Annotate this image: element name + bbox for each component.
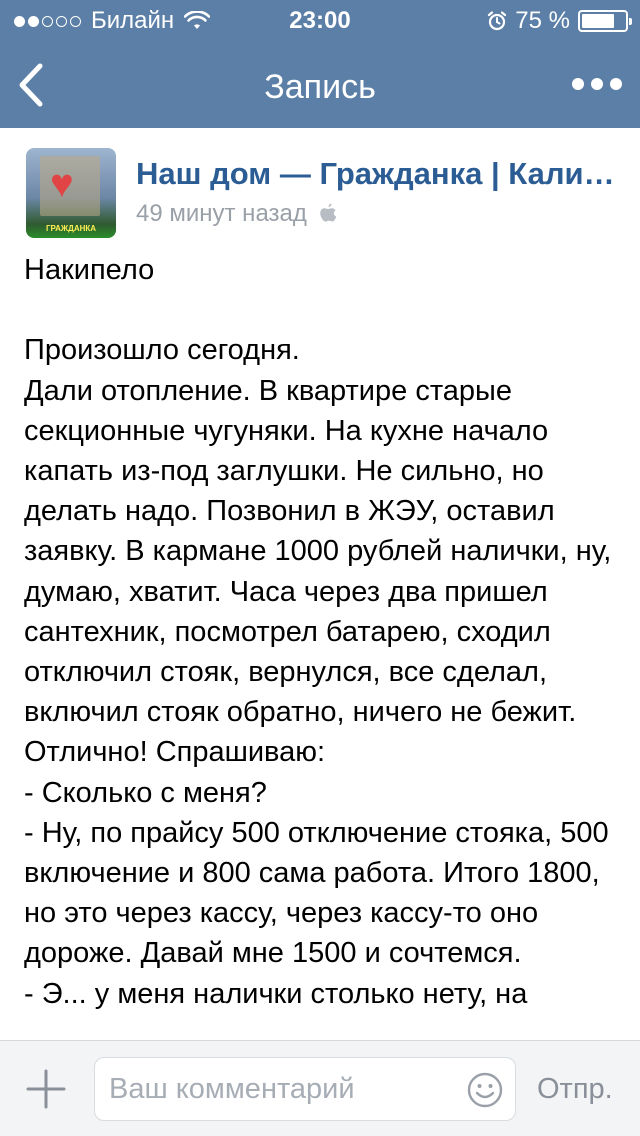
more-dot — [572, 78, 584, 90]
battery-percent: 75 % — [515, 7, 570, 34]
battery-fill — [582, 14, 614, 28]
page-title: Запись — [264, 68, 376, 106]
status-time: 23:00 — [289, 7, 351, 34]
carrier-name: Билайн — [91, 7, 175, 34]
comment-bar — [0, 1040, 640, 1136]
status-right — [487, 7, 628, 35]
nav-bar — [0, 40, 640, 128]
group-name-link[interactable]: Наш дом — Гражданка | Кали… — [136, 156, 615, 191]
more-options-button[interactable] — [572, 76, 622, 92]
post-header — [0, 128, 640, 238]
post-time-text: 49 минут назад — [136, 200, 307, 227]
heart-icon: ♥ — [50, 162, 74, 206]
plus-icon — [26, 1069, 66, 1109]
send-button[interactable]: Отпр. — [537, 1073, 613, 1105]
status-bar — [0, 0, 640, 40]
comment-input[interactable] — [109, 1058, 459, 1120]
comment-field-wrapper — [94, 1057, 516, 1121]
post-text: Накипело Произошло сегодня. Дали отопление. В квартире старые секционные чугуняки. На кухне начало капать из-под заглушки. Не сильно, но делать надо. Позвонил в ЖЭУ, оставил заявку. В кармане 1000 рублей налички, ну, думаю, хватит. Часа через два пришел сантехник, посмотрел батарею, сходил отключил стояк, вернулся, все сделал, включил стояк обратно, ничего не бежит. Отлично! Спрашиваю: - Сколько с меня? - Ну, по прайсу 500 отключение стояка, 500 включение и 800 сама работа. Итого 1800, но это через кассу, через кассу-то оно дороже. Давай мне 1500 и сочтемся. - Э... у меня налички столько нету, на — [24, 254, 612, 1010]
add-attachment-button[interactable] — [26, 1069, 66, 1109]
smiley-icon — [467, 1072, 503, 1108]
post-timestamp — [136, 200, 337, 228]
more-dot — [591, 78, 603, 90]
avatar-label: ГРАЖДАНКА — [45, 224, 97, 233]
battery-icon — [578, 10, 628, 32]
group-avatar[interactable] — [26, 148, 116, 238]
apple-icon — [319, 203, 337, 225]
emoji-button[interactable] — [467, 1072, 503, 1108]
top-bar — [0, 0, 640, 128]
more-dot — [610, 78, 622, 90]
alarm-icon — [487, 11, 507, 31]
